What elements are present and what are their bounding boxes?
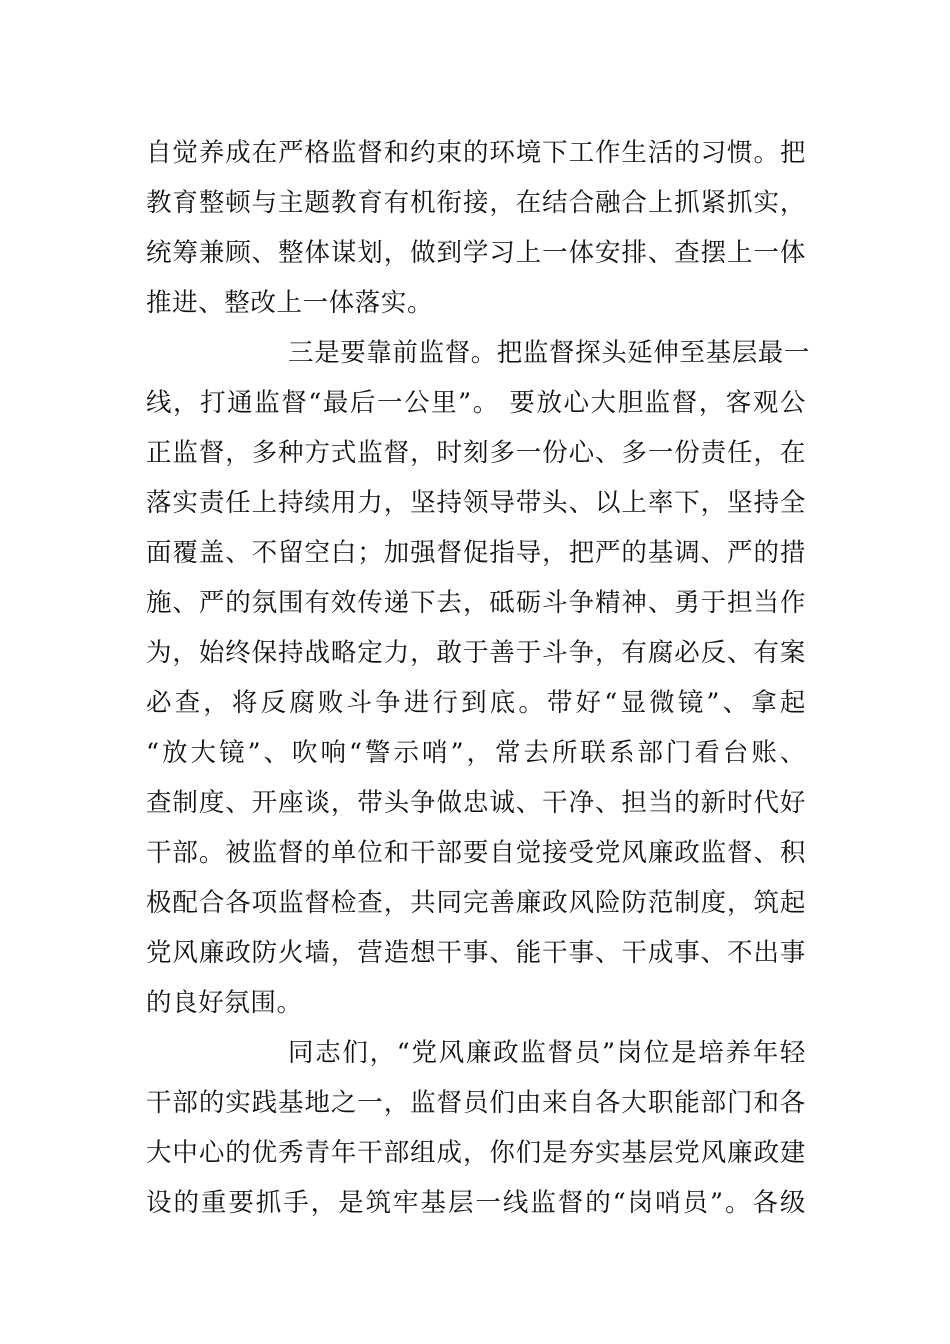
text-line: 自觉养成在严格监督和约束的环境下工作生活的习惯。把 bbox=[146, 138, 806, 168]
text-line: 同志们，“党风廉政监督员”岗位是培养年轻 bbox=[288, 1038, 806, 1068]
text-line: 查制度、开座谈，带头争做忠诚、干净、担当的新时代好 bbox=[146, 788, 806, 818]
text-line: 极配合各项监督检查，共同完善廉政风险防范制度，筑起 bbox=[146, 888, 806, 918]
text-line: 落实责任上持续用力，坚持领导带头、以上率下，坚持全 bbox=[146, 488, 806, 518]
text-line: 党风廉政防火墙，营造想干事、能干事、干成事、不出事 bbox=[146, 938, 806, 968]
text-line: 的良好氛围。 bbox=[146, 988, 303, 1018]
text-line: 统筹兼顾、整体谋划，做到学习上一体安排、查摆上一体 bbox=[146, 238, 806, 268]
text-line: “放大镜”、吹响“警示哨”，常去所联系部门看台账、 bbox=[146, 738, 806, 768]
text-line: 正监督，多种方式监督，时刻多一份心、多一份责任，在 bbox=[146, 438, 806, 468]
text-line: 教育整顿与主题教育有机衔接，在结合融合上抓紧抓实， bbox=[146, 188, 806, 218]
paragraph-3 bbox=[146, 1028, 806, 1228]
text-line: 面覆盖、不留空白；加强督促指导，把严的基调、严的措 bbox=[146, 538, 806, 568]
text-line: 线，打通监督“最后一公里”。 要放心大胆监督，客观公 bbox=[146, 388, 806, 418]
paragraph-2 bbox=[146, 328, 811, 1028]
paragraph-1 bbox=[146, 128, 806, 328]
text-line: 施、严的氛围有效传递下去，砥砺斗争精神、勇于担当作 bbox=[146, 588, 806, 618]
text-line: 设的重要抓手，是筑牢基层一线监督的“岗哨员”。各级 bbox=[146, 1188, 806, 1218]
text-line: 为，始终保持战略定力，敢于善于斗争，有腐必反、有案 bbox=[146, 638, 806, 668]
text-line: 大中心的优秀青年干部组成，你们是夯实基层党风廉政建 bbox=[146, 1138, 806, 1168]
text-line: 干部。被监督的单位和干部要自觉接受党风廉政监督、积 bbox=[146, 838, 806, 868]
text-line: 三是要靠前监督。把监督探头延伸至基层最一 bbox=[288, 338, 811, 368]
text-line: 推进、整改上一体落实。 bbox=[146, 288, 434, 318]
text-line: 必查，将反腐败斗争进行到底。带好“显微镜”、拿起 bbox=[146, 688, 806, 718]
document-body bbox=[146, 128, 811, 1228]
text-line: 干部的实践基地之一，监督员们由来自各大职能部门和各 bbox=[146, 1088, 806, 1118]
